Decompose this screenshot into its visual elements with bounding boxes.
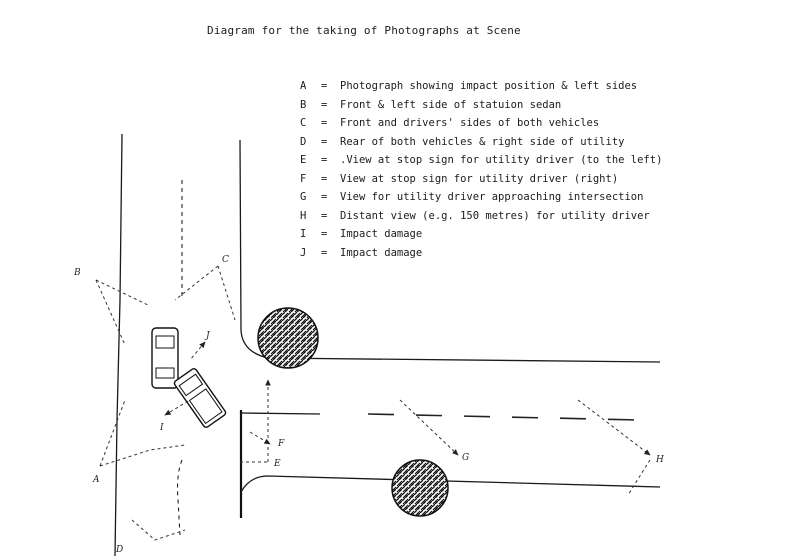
legend-text: View at stop sign for utility driver (right) (340, 172, 619, 185)
legend-text: Distant view (e.g. 150 metres) for utility driver (340, 209, 650, 222)
legend-text: View for utility driver approaching intersection (340, 191, 644, 203)
main-road (115, 134, 663, 556)
legend-sep: = (321, 246, 328, 259)
marker-g: G (462, 453, 470, 463)
legend-key: F (300, 172, 307, 185)
station-sedan (152, 328, 178, 388)
view-line-g (400, 400, 458, 455)
legend-sep: = (321, 228, 328, 240)
legend-text: Front and drivers' sides of both vehicles (340, 117, 600, 129)
legend-sep: = (321, 154, 328, 166)
view-line-c2 (218, 266, 235, 320)
marker-j: J (206, 331, 210, 341)
marker-c: C (222, 255, 229, 265)
legend-key: D (300, 135, 307, 148)
view-line-f (250, 432, 270, 444)
tree-lower (392, 460, 448, 516)
marker-a: A (93, 475, 100, 485)
legend-key: H (300, 209, 307, 222)
marker-b: B (74, 268, 81, 278)
view-line-h2 (628, 460, 650, 495)
utility-vehicle (173, 368, 226, 429)
marker-e: E (274, 459, 281, 469)
view-line-j (190, 342, 205, 360)
tree-upper (258, 308, 318, 368)
legend-sep: = (321, 191, 328, 203)
side-road-lower-edge (241, 476, 660, 492)
legend-sep: = (321, 209, 328, 222)
side-road-lane-marking (368, 414, 640, 420)
view-line-a (100, 445, 185, 466)
diagram-title: Diagram for the taking of Photographs at Scene (207, 24, 521, 37)
legend-text: Front & left side of statuion sedan (340, 98, 562, 111)
marker-d: D (116, 545, 124, 555)
side-road-upper-edge (241, 413, 320, 414)
marker-h: H (656, 455, 664, 465)
view-lines (96, 266, 650, 540)
legend-key: B (300, 98, 307, 111)
legend-key: G (300, 191, 307, 203)
marker-f: F (278, 439, 285, 449)
legend-key: C (300, 117, 307, 129)
legend-text: Impact damage (340, 228, 423, 240)
legend-sep: = (321, 80, 328, 92)
legend-text: Impact damage (340, 246, 423, 259)
legend-sep: = (321, 98, 328, 111)
view-line-d (132, 520, 185, 540)
legend-sep: = (321, 172, 328, 185)
legend-key: J (300, 246, 307, 259)
road-left-edge (115, 134, 122, 556)
marker-i: I (160, 423, 164, 433)
legend-key: I (300, 228, 307, 240)
legend-key: E (300, 154, 307, 166)
legend-text: Photograph showing impact position & left sides (340, 80, 638, 92)
legend-sep: = (321, 135, 328, 148)
view-line-a2 (100, 400, 125, 466)
view-line-b (96, 280, 148, 305)
view-line-h (578, 400, 650, 455)
legend-sep: = (321, 117, 328, 129)
legend-text: Rear of both vehicles & right side of utility (340, 135, 625, 148)
legend-text: .View at stop sign for utility driver (to the left) (340, 154, 663, 166)
legend-key: A (300, 80, 307, 92)
view-line-i (165, 400, 190, 415)
